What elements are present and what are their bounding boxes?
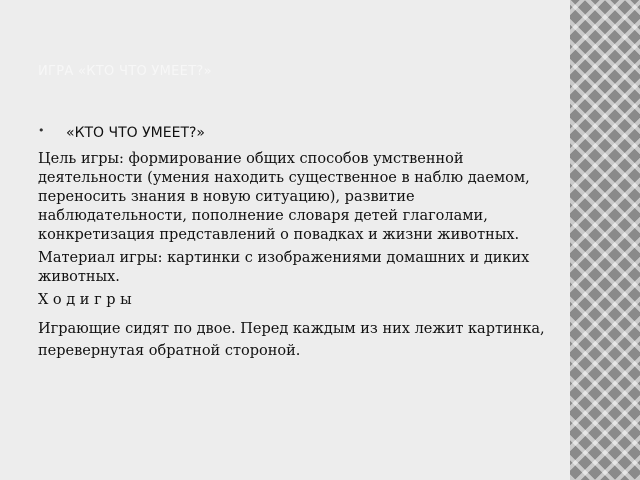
- material-paragraph: Материал игры: картинки с изображениями домашних и диких животных.: [38, 250, 530, 285]
- game-progress-heading: Х о д и г р ы: [38, 292, 132, 308]
- bullet-text: «КТО ЧТО УМЕЕТ?»: [66, 125, 205, 141]
- bullet-icon: •: [38, 124, 45, 137]
- rules-paragraph: Играющие сидят по двое. Перед каждым из них лежит картинка, перевернутая обратной стороной.: [38, 321, 545, 359]
- bullet-item: [38, 124, 205, 142]
- decorative-pattern-strip: [570, 0, 640, 480]
- slide-body: [38, 150, 548, 366]
- goal-paragraph: Цель игры: формирование общих способов умственной деятельности (умения находить существенное в наблю даемом, переносить знания в новую ситуацию), развитие наблюдательности, пополнение словаря детей глаголами, конкретизация представлений о повадках и жизни животных.: [38, 151, 530, 243]
- slide-title: ИГРА «КТО ЧТО УМЕЕТ?»: [38, 64, 212, 79]
